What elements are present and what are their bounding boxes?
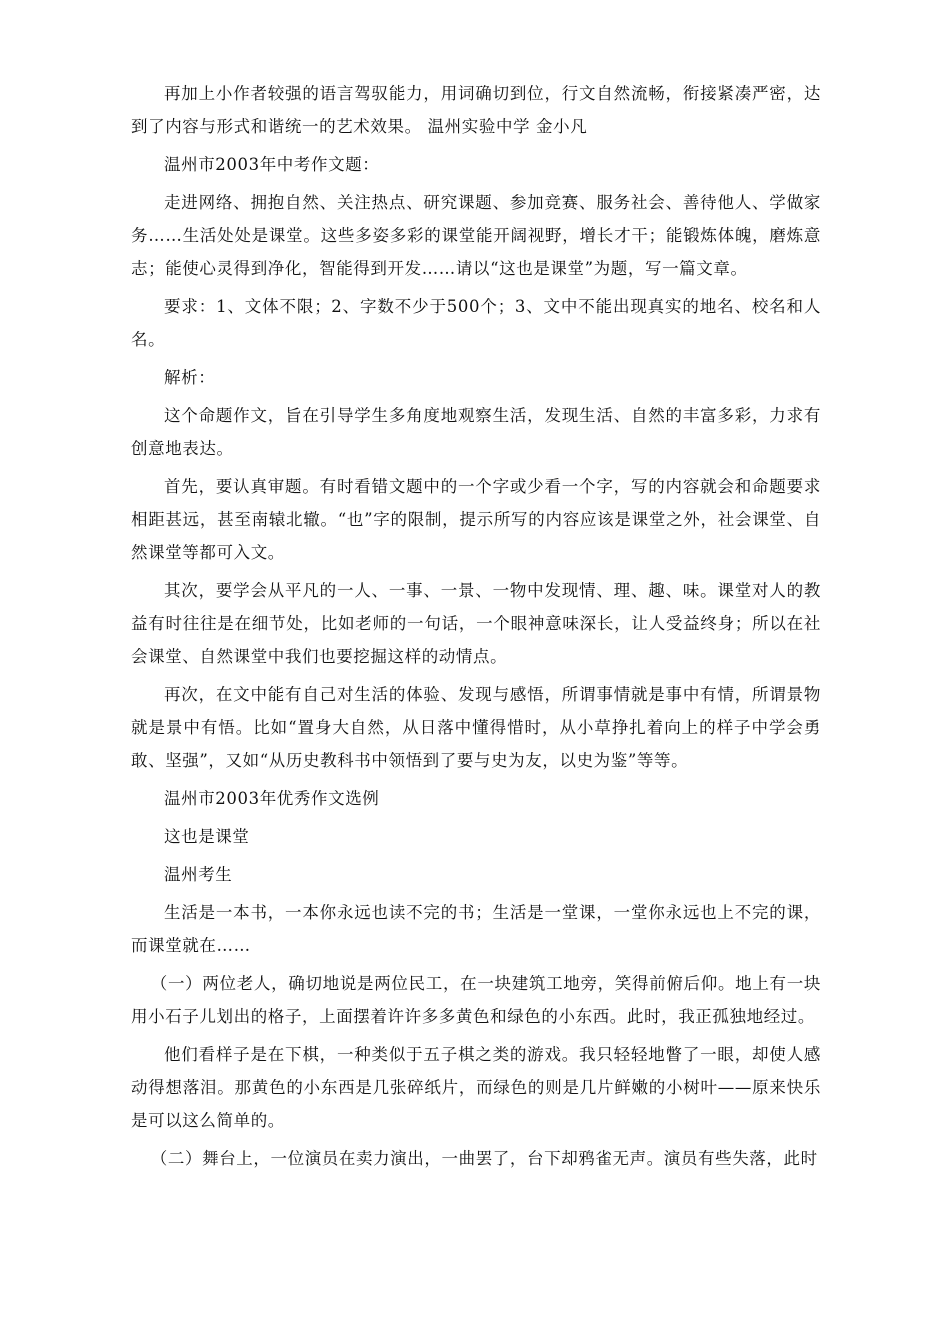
analysis-intro: 这个命题作文，旨在引导学生多角度地观察生活，发现生活、自然的丰富多彩，力求有创意地表达。: [131, 406, 821, 458]
analysis-third: 再次，在文中能有自己对生活的体验、发现与感悟，所谓事情就是事中有情，所谓景物就是景中有悟。比如“置身大自然，从日落中懂得惜时，从小草挣扎着向上的样子中学会勇敢、坚强”，又如“从历史教科书中领悟到了要与史为友，以史为鉴”等等。: [131, 685, 821, 770]
analysis-second: 其次，要学会从平凡的一人、一事、一景、一物中发现情、理、趣、味。课堂对人的教益有时往往是在细节处，比如老师的一句话，一个眼神意味深长，让人受益终身；所以在社会课堂、自然课堂中我们也要挖掘这样的动情点。: [131, 581, 821, 666]
document-body: [131, 77, 821, 1180]
essay-paragraph: 生活是一本书，一本你永远也读不完的书；生活是一堂课，一堂你永远也上不完的课，而课堂就在……: [131, 903, 821, 955]
analysis-first: 首先，要认真审题。有时看错文题中的一个字或少看一个字，写的内容就会和命题要求相距甚远，甚至南辕北辙。“也”字的限制，提示所写的内容应该是课堂之外，社会课堂、自然课堂等都可入文。: [131, 477, 821, 562]
exam-prompt: 走进网络、拥抱自然、关注热点、研究课题、参加竞赛、服务社会、善待他人、学做家务……生活处处是课堂。这些多姿多彩的课堂能开阔视野，增长才干；能锻炼体魄，磨炼意志；能使心灵得到净化，智能得到开发……请以“这也是课堂”为题，写一篇文章。: [131, 193, 821, 278]
essay-paragraph: （一）两位老人，确切地说是两位民工，在一块建筑工地旁，笑得前俯后仰。地上有一块用小石子儿划出的格子，上面摆着许许多多黄色和绿色的小东西。此时，我正孤独地经过。: [131, 974, 821, 1026]
essay-title: 这也是课堂: [164, 827, 250, 846]
analysis-heading: 解析：: [164, 368, 216, 387]
paragraph-commentary-end: 再加上小作者较强的语言驾驭能力，用词确切到位，行文自然流畅，衔接紧凑严密，达到了内容与形式和谐统一的艺术效果。 温州实验中学 金小凡: [131, 84, 821, 136]
essay-paragraph: （二）舞台上，一位演员在卖力演出，一曲罢了，台下却鸦雀无声。演员有些失落，此时: [150, 1149, 818, 1168]
essay-paragraph: 他们看样子是在下棋，一种类似于五子棋之类的游戏。我只轻轻地瞥了一眼，却使人感动得想落泪。那黄色的小东西是几张碎纸片，而绿色的则是几片鲜嫩的小树叶——原来快乐是可以这么简单的。: [131, 1045, 821, 1130]
sample-section-title: 温州市2003年优秀作文选例: [164, 789, 380, 808]
essay-author: 温州考生: [164, 865, 233, 884]
exam-requirements: 要求：1、文体不限；2、字数不少于500个；3、文中不能出现真实的地名、校名和人名。: [131, 297, 821, 349]
exam-title: 温州市2003年中考作文题：: [164, 155, 380, 174]
